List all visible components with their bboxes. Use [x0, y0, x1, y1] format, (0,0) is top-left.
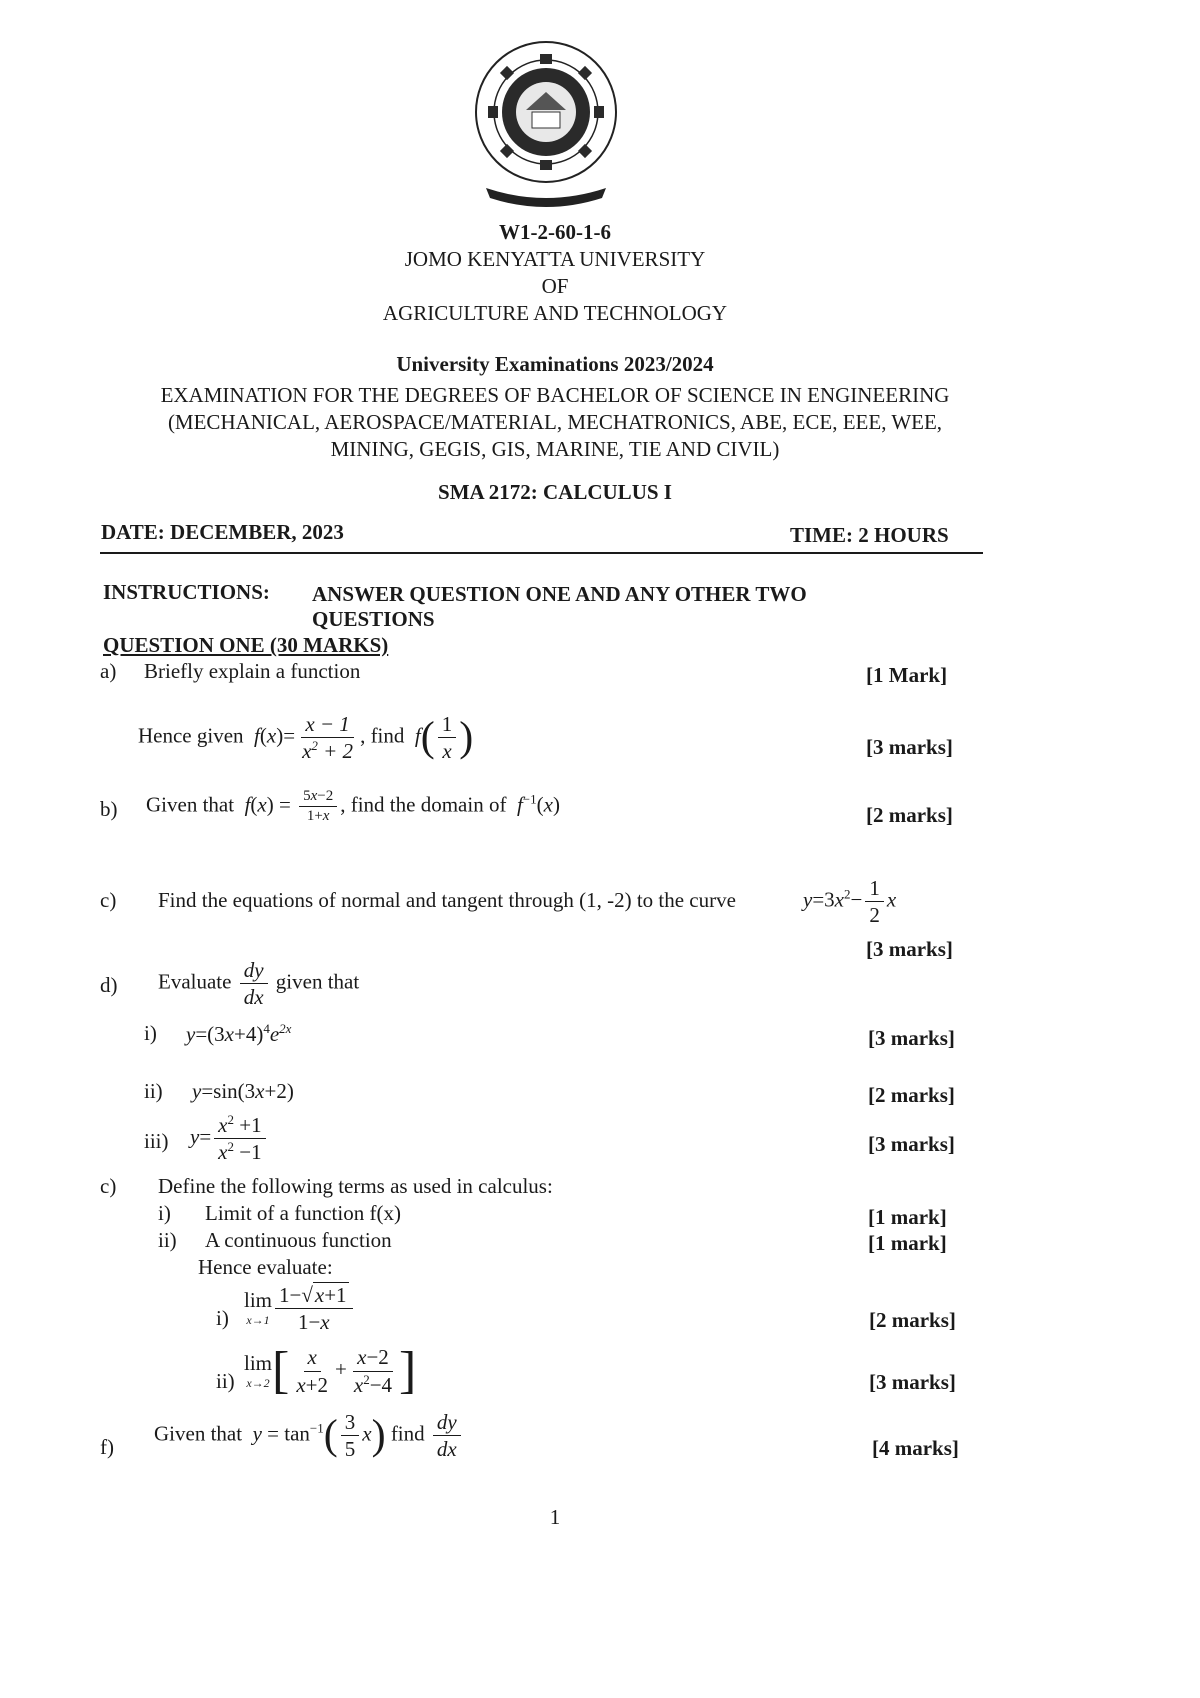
qc-curve-equation: $y=3x^2-$ $\frac{1}{2}$ x	[803, 876, 897, 928]
university-logo	[466, 40, 626, 210]
qf-expression: Given that $y = \tan^{-1}$( $\frac{3}{5}$ x) find $\frac{dy}{dx}$	[154, 1410, 464, 1461]
qf-find: find	[390, 1421, 425, 1446]
qb-suffix: , find the domain of	[340, 792, 507, 817]
qd-i-marks: [3 marks]	[868, 1026, 955, 1050]
qa-marks: [1 Mark]	[866, 663, 948, 687]
qa-marks2: [3 marks]	[866, 735, 953, 759]
paper-code: W1-2-60-1-6	[499, 220, 611, 244]
university-name-line1: JOMO KENYATTA UNIVERSITY	[404, 247, 706, 271]
qb-prefix: Given that	[146, 792, 235, 817]
qc-label: c)	[100, 888, 117, 912]
qe-i-marks: [1 mark]	[868, 1205, 947, 1229]
question-one-heading: QUESTION ONE (30 MARKS)	[103, 633, 389, 657]
qe-limit-ii-expression: lim x→2 [ $\frac{x}{x+2}$ + $\frac{x-2}{x^2-4}$ ]	[244, 1342, 417, 1399]
qd-label: d)	[100, 973, 118, 997]
qe-ii-text: A continuous function	[205, 1228, 392, 1252]
qf-prefix: Given that	[154, 1421, 243, 1446]
qe-limit-i-marks: [2 marks]	[869, 1308, 956, 1332]
qe-limit-i-label: i)	[216, 1306, 229, 1330]
qd-ii-expression: y=sin(3x+2)	[192, 1079, 294, 1103]
qe-limit-i-expression: lim x→1 $\frac{1-√x+1}{1-x}$	[244, 1282, 356, 1334]
qd-suffix: given that	[275, 969, 360, 994]
qa-hence-expression: Hence given f(x)= $\frac{x - 1}{x^2 + 2}$ , find f( $\frac{1}{x}$ )	[138, 712, 474, 764]
qe-text: Define the following terms as used in calculus:	[158, 1174, 553, 1198]
qb-marks: [2 marks]	[866, 803, 953, 827]
exam-time: TIME: 2 HOURS	[790, 523, 949, 547]
qd-ii-label: ii)	[144, 1079, 163, 1103]
qd-iii-expression: y= $\frac{x^2 +1}{x^2 -1}$	[190, 1113, 269, 1164]
qb-expression: Given that f(x) = $\frac{5x-2}{1+x}$ , find the domain of $f^{-1}(x)$	[146, 788, 560, 825]
qe-ii-marks: [1 mark]	[868, 1231, 947, 1255]
qf-marks: [4 marks]	[872, 1436, 959, 1460]
course-title: SMA 2172: CALCULUS I	[438, 480, 672, 504]
qd-expression: Evaluate $\frac{dy}{dx}$ given that	[158, 958, 360, 1010]
qe-i-text: Limit of a function f(x)	[205, 1201, 401, 1225]
qe-limit-ii-marks: [3 marks]	[869, 1370, 956, 1394]
degree-line1: EXAMINATION FOR THE DEGREES OF BACHELOR OF SCIENCE IN ENGINEERING	[160, 383, 950, 407]
instructions-label: INSTRUCTIONS:	[103, 580, 270, 604]
qf-label: f)	[100, 1435, 114, 1459]
qd-prefix: Evaluate	[158, 969, 232, 994]
degree-line3: MINING, GEGIS, GIS, MARINE, TIE AND CIVIL)	[330, 437, 780, 461]
university-name-line2: OF	[541, 274, 569, 298]
exam-session: University Examinations 2023/2024	[396, 352, 714, 376]
qc-marks: [3 marks]	[866, 937, 953, 961]
instructions-line2: QUESTIONS	[312, 607, 435, 631]
university-name-line3: AGRICULTURE AND TECHNOLOGY	[382, 301, 728, 325]
qd-iii-label: iii)	[144, 1129, 169, 1153]
qe-i-label: i)	[158, 1201, 171, 1225]
qe-label: c)	[100, 1174, 117, 1198]
qb-label: b)	[100, 797, 118, 821]
qa-label: a)	[100, 659, 117, 683]
qe-ii-label: ii)	[158, 1228, 177, 1252]
qe-hence: Hence evaluate:	[198, 1255, 333, 1279]
exam-date: DATE: DECEMBER, 2023	[101, 520, 344, 544]
qe-limit-ii-label: ii)	[216, 1369, 235, 1393]
instructions-line1: ANSWER QUESTION ONE AND ANY OTHER TWO	[312, 582, 807, 606]
page-number: 1	[549, 1505, 561, 1529]
qa-find: , find	[360, 723, 405, 748]
qa-text: Briefly explain a function	[144, 659, 361, 683]
header-divider	[100, 552, 983, 554]
qa-hence-prefix: Hence given	[138, 723, 244, 748]
qd-i-expression: $y=(3x+4)^4e^{2x}$	[186, 1021, 292, 1046]
qd-i-label: i)	[144, 1021, 157, 1045]
degree-line2: (MECHANICAL, AEROSPACE/MATERIAL, MECHATRONICS, ABE, ECE, EEE, WEE,	[167, 410, 943, 434]
qd-iii-marks: [3 marks]	[868, 1132, 955, 1156]
qd-ii-marks: [2 marks]	[868, 1083, 955, 1107]
qc-text: Find the equations of normal and tangent through (1, -2) to the curve	[158, 888, 736, 912]
